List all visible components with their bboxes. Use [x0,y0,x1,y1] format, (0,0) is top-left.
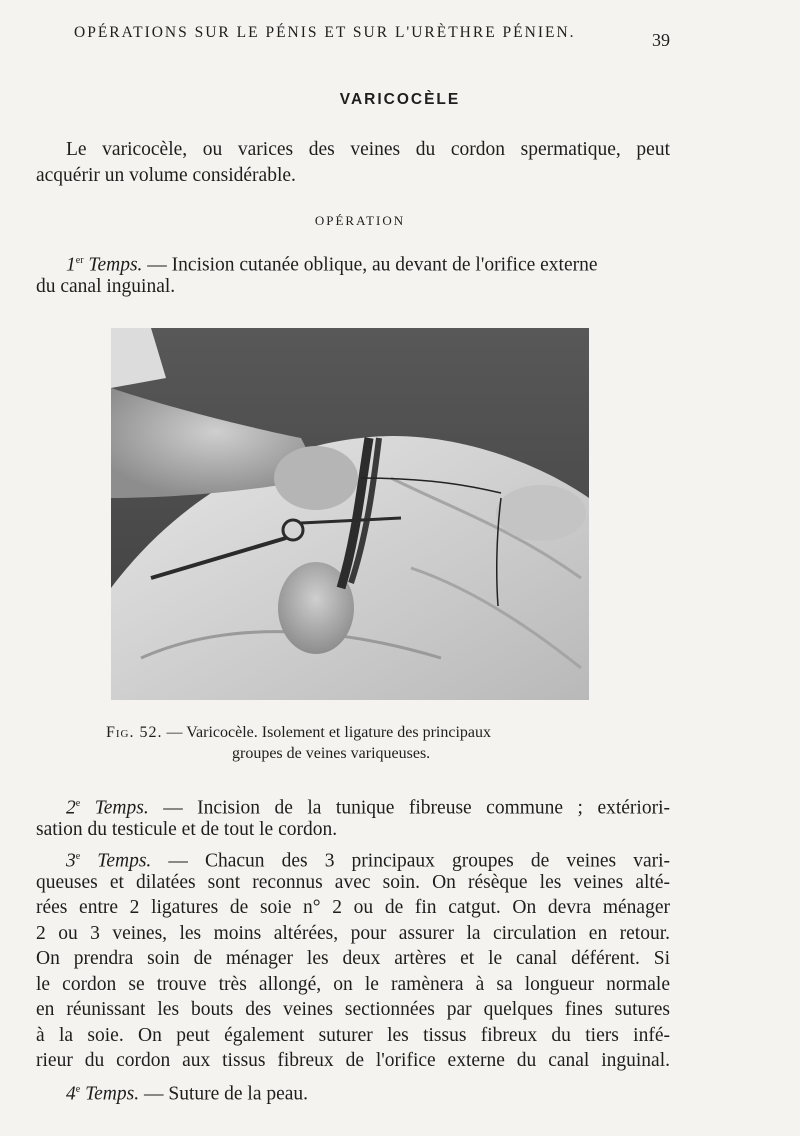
running-title: OPÉRATIONS SUR LE PÉNIS ET SUR L'URÈTHRE PÉNIEN. [74,24,576,41]
step-3-line-1 [36,844,670,870]
step-3-ordinal: 3 [66,850,76,872]
step-4-sup: e [75,1084,81,1095]
step-2-paragraph [36,791,670,842]
step-3-label: Temps. [97,850,152,872]
step-4-label: Temps. [85,1083,140,1105]
step-4-ordinal: 4 [66,1083,76,1105]
step-3-line-6: le cordon se trouve très allongé, on le ramènera à sa longueur normale [36,973,670,995]
operation-heading: OPÉRATION [314,213,406,228]
figure-label: Fig. 52. [106,724,163,741]
step-2-text: — Incision de la tunique fibreuse commune ; extériori- [163,797,671,819]
step-1-line-2: du canal inguinal. [36,275,176,297]
step-3-line-2: queuses et dilatées sont reconnus avec soin. On résèque les veines alté- [36,871,670,893]
figure-caption-line-1 [106,722,616,743]
page-number: 39 [652,30,670,50]
step-2-label: Temps. [94,797,149,819]
step-4-paragraph [36,1077,670,1103]
step-1-sup: er [75,255,84,266]
figure-caption-text-1: — Varicocèle. Isolement et ligature des principaux [166,724,491,741]
step-2-line-2: sation du testicule et de tout le cordon. [36,818,338,840]
surgical-photograph [111,328,589,700]
step-3-line-5: On prendra soin de ménager les deux artères et le canal déférent. Si [36,948,670,969]
step-4-text: — Suture de la peau. [143,1083,309,1105]
step-3-line-3: rées entre 2 ligatures de soie n° 2 ou de fin catgut. On devra ménager [36,897,670,918]
intro-line-1: Le varicocèle, ou varices des veines du cordon spermatique, peut [66,139,670,160]
step-3-line-7: en réunissant les bouts des veines sectionnées par quelques fines sutures [36,999,670,1020]
step-1-line-1 [36,248,670,274]
figure-caption-line-2: groupes de veines variqueuses. [232,745,431,762]
step-3-line-9: rieur du cordon aux tissus fibreux de l'orifice externe du canal inguinal. [36,1050,670,1071]
figure-caption [106,722,616,764]
step-3-text: — Chacun des 3 principaux groupes de veines vari- [168,850,671,872]
step-2-ordinal: 2 [66,797,76,819]
intro-line-2: acquérir un volume considérable. [36,164,296,186]
step-1-ordinal: 1 [66,254,76,276]
step-3-paragraph [36,844,670,1074]
step-3-line-4: 2 ou 3 veines, les moins altérées, pour assurer la circulation en retour. [36,922,670,944]
step-4-line-1 [36,1077,670,1103]
intro-paragraph [36,137,670,188]
step-3-sup: e [75,851,81,862]
step-3-line-8: à la soie. On peut également suturer les tissus fibreux du tiers infé- [36,1024,670,1046]
step-1-label: Temps. [88,254,143,276]
step-1-text: — Incision cutanée oblique, au devant de l'orifice externe [147,254,598,276]
step-1-paragraph [36,248,670,299]
step-2-line-1 [36,791,670,817]
surgical-photograph-illustration [111,328,589,700]
section-title: VARICOCÈLE [339,91,461,108]
step-2-sup: e [75,798,81,809]
